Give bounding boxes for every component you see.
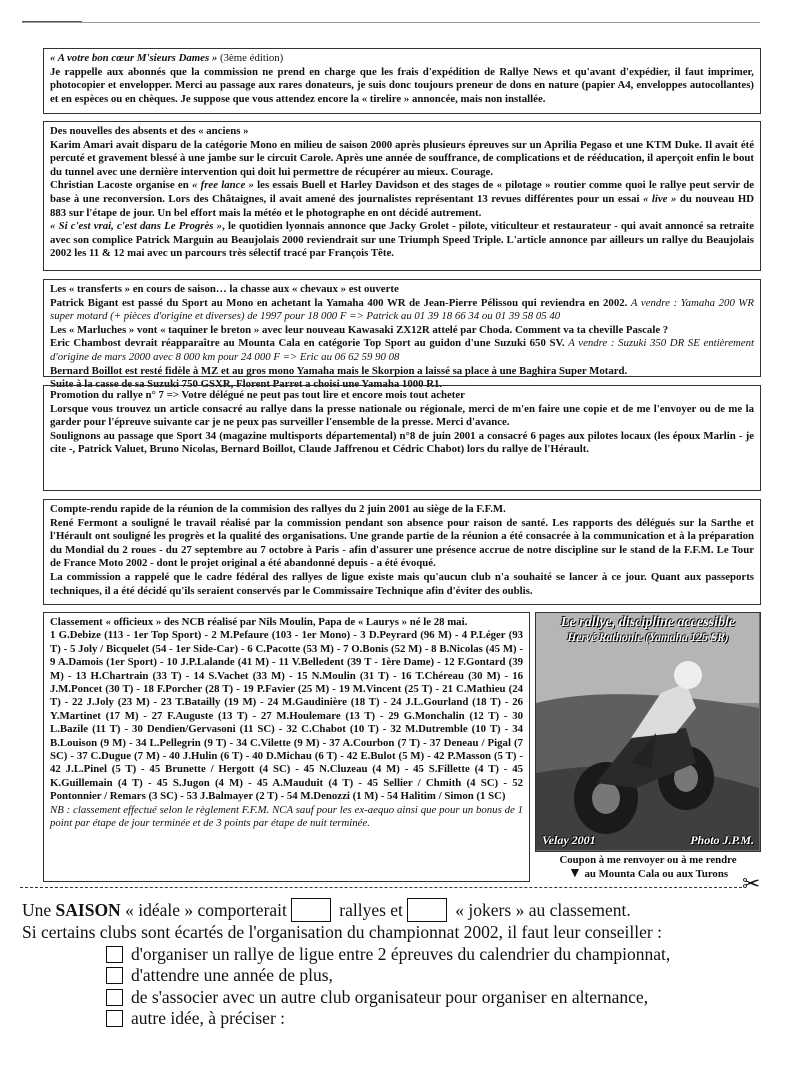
option-label: d'attendre une année de plus, [131, 965, 333, 985]
option-label: d'organiser un rallye de ligue entre 2 épreuves du calendrier du championnat, [131, 943, 671, 964]
ranking-note: NB : classement effectué selon le règlement F.F.M. NCA sauf pour les ex-aequo ainsi que pour un bonus de 1 point par étape de jour terminée et de 3 points par étape de nuit terminée. [50, 803, 523, 830]
paragraph-text: Lorsque vous trouvez un article consacré au rallye dans la presse nationale ou régionale, merci de m'en faire une copie et de me l'envoyer ou de me la garder pour l'épreuve suivante car je ne peux pas surveiller l'ensemble de la presse. Merci d'avance. [50, 402, 754, 429]
section-title-suffix: réalisé par Nils Moulin, Papa de « Laurys » né le 28 mai. [204, 616, 468, 628]
rider-photo [535, 612, 761, 852]
person-name: Christian Lacoste [50, 179, 133, 192]
paragraph-text: devrait réapparaître au Mounta Cala en catégorie Top Sport au guidon d'une Suzuki 650 SV. [120, 337, 569, 350]
person-name: Florent Parret [235, 378, 303, 391]
form-text: Une [22, 900, 56, 920]
header-rule [22, 22, 760, 23]
paragraph-text: , le quotidien lyonnais annonce que [222, 220, 390, 233]
photo-caption-subtitle: Hervé Rathonie (Yamaha 125 SR) [567, 632, 729, 644]
paragraph-text: La commission a rappelé que le cadre fédéral des rallyes de ligue existe mais qu'aucun club n'a souhaité se lancer à ce jour. Quant aux passeports techniques, il a été décidé qu'ils seraient conservés par le Commissaire Technique afin d'éviter des oublis. [50, 570, 754, 597]
scissors-icon: ✂ [742, 871, 761, 896]
section-transfers [43, 279, 761, 391]
coupon-line-1: Coupon à me renvoyer ou à me rendre [559, 854, 737, 866]
photo-caption-event: Velay 2001 [542, 833, 596, 847]
option-checkbox-4[interactable] [106, 1010, 123, 1027]
form-text: « idéale » comporterait [120, 900, 287, 920]
paragraph-italic: « Si c'est vrai, c'est dans Le Progrès » [50, 220, 223, 233]
person-name: Karim Amari [50, 138, 113, 151]
section-title: « A votre bon cœur M'sieurs Dames » [50, 52, 218, 64]
jokers-count-field[interactable] [407, 898, 447, 922]
section-donations [43, 48, 761, 114]
paragraph-italic: « free lance » [191, 179, 254, 192]
option-checkbox-3[interactable] [106, 989, 123, 1006]
section-news-absents [43, 121, 761, 271]
section-ranking [43, 612, 530, 882]
option-label: de s'associer avec un autre club organisateur pour organiser en alternance, [131, 986, 649, 1007]
photo-caption-title: Le rallye, discipline accessible [560, 615, 736, 630]
paragraph-text: Les [50, 323, 69, 336]
paragraph-text: est passé du Sport au Mono en achetant la Yamaha 400 WR de [118, 296, 424, 309]
person-name: François Tête [328, 247, 392, 260]
option-checkbox-2[interactable] [106, 967, 123, 984]
person-name: « Marluches » [68, 323, 135, 336]
paragraph-text: a choisi une Yamaha 1000 R1. [302, 378, 443, 391]
paragraph-text: . [391, 247, 394, 260]
paragraph-text: vont « taquiner le breton » avec leur nouveau Kawasaki ZX12R attelé par Choda. Comment va ta cheville Pascale ? [134, 323, 669, 336]
option-label: autre idée, à préciser : [131, 1008, 286, 1028]
photo-credit: Photo J.P.M. [690, 833, 754, 847]
paragraph-italic: « live » [643, 192, 677, 205]
form-text: rallyes et [334, 900, 403, 920]
rallies-count-field[interactable] [291, 898, 331, 922]
paragraph-text: les essais Buell et Harley Davidson et des stages de « pilotage » routier comme quoi le rallye peut servir de base à une reconversion. Lors des Châtaignes, il avait amené des journalistes représentant 13 revues différentes pour un essai [50, 179, 755, 205]
paragraph-text: Suite à la casse de sa Suzuki 750 GSXR, [50, 378, 236, 391]
person-name: Eric Chambost [50, 337, 121, 350]
form-question: Si certains clubs sont écartés de l'organisation du championnat 2002, il faut leur conseiller : [22, 922, 662, 942]
section-title: Promotion du rallye n° 7 => Votre délégué ne peut pas tout lire et encore mois tout acheter [50, 389, 465, 401]
form-text-bold: SAISON [55, 900, 121, 920]
classified-ad: A vendre : Yamaha 200 WR super motard (+ pièces d'origine et diverses) de 1997 pour 18 000 F => Patrick au 01 39 18 66 34 ou 01 39 58 05 40 [50, 296, 755, 323]
motorcycle-photo-illustration [536, 613, 759, 850]
paragraph-text: - pilote, viticulteur et restaurateur - qui avait annoncé sa retraite avec son complice Patrick Marguin au Beaujolais 2000 reviendrait sur une Triumph Speed Triple. L'article annonce par ailleurs un rallye du Beaujolais 2002 les 11 & 12 mai avec un parcours très sélectif tracé par [50, 220, 755, 260]
classified-ad: A vendre : Suzuki 350 DR SE entièrement d'origine de mars 2000 avec 8 000 km pour 24 000 F => Eric au 06 62 59 90 08 [50, 337, 755, 363]
form-text: « jokers » au classement. [450, 900, 631, 920]
person-name: Jean-Pierre Pélissou [423, 296, 519, 309]
coupon-instructions [533, 854, 763, 881]
paragraph-text: Soulignons au passage que Sport 34 (magazine multisports départemental) n°8 de juin 2001 a consacré 6 pages aux pilotes locaux (les époux Marlin - je cite -, Patrick Valuet, Bruno Nicolas, Bernard Boillot, Claude Jaffrenou et Cédric Chabot) lors du rallye de l'Hérault. [50, 429, 754, 456]
arrow-down-icon: ▼ [567, 866, 582, 881]
paragraph-text: organise en [132, 179, 192, 192]
coupon-line-2: au Mounta Cala ou aux Turons [584, 868, 729, 880]
section-title: Les « transferts » en cours de saison… la chasse aux « chevaux » est ouverte [50, 283, 399, 295]
paragraph-text: qui reviendra en 2002. [518, 296, 631, 309]
coupon-form [20, 898, 770, 1030]
ranking-list: 1 G.Debize (113 - 1er Top Sport) - 2 M.Pefaure (103 - 1er Mono) - 3 D.Peyrard (96 M) - 4 P.Léger (93 T) - 5 Joly / Bicquelet (54 - 1er Side-Car) - 6 C.Pacotte (53 M) - 7 O.Bonis (52 M) - 8 B.Nicolas (45 M) - 9 A.Damois (1er Sport) - 10 J.P.Lalande (41 M) - 11 V.Belledent (39 T - 1ère Dame) - 12 F.Gontard (39 M) - 13 H.Chartrain (33 T) - 14 S.Vachet (33 M) - 15 N.Moulin (31 T) - 16 T.Chéreau (30 M) - 16 J.M.Poncet (30 T) - 18 F.Porcher (28 T) - 19 P.Favier (25 M) - 19 M.Vincent (25 T) - 21 C.Mathieu (24 T) - 22 J.Joly (23 M) - 23 T.Batailly (19 M) - 24 M.Gaudinière (18 T) - 24 J.L.Gourland (18 T) - 26 Y.Martinet (17 M) - 27 F.Auguste (13 T) - 27 M.Houlemare (13 T) - 29 G.Monchalin (12 T) - 30 L.Bazile (11 T) - 30 Dendien/Gervasoni (11 SC) - 32 C.Chabot (10 T) - 32 M.Dutremble (10 T) - 34 B.Louison (9 M) - 34 L.Pellegrin (9 T) - 34 C.Vilette (9 M) - 37 A.Courbon (7 T) - 37 Deneau / Pigal (7 SC) - 37 C.Dugue (7 M) - 40 J.Hulin (6 T) - 40 D.Michau (6 T) - 42 E.Bulot (5 M) - 42 P.Masson (5 T) - 42 J.L.Pinel (5 T) - 45 Brunette / Hergott (4 SC) - 45 N.Cluzeau (4 M) - 45 S.Fillette (4 T) - 45 K.Guillemain (4 T) - 45 S.Jugon (4 M) - 45 A.Mauduit (4 T) - 45 Sellier / Chmith (4 SC) - 52 Pontonnier / Remars (3 SC) - 53 J.Balmayer (2 T) - 54 M.Denozzi (1 M) - 54 Halitim / Simon (1 SC) [50, 629, 523, 803]
person-name: Bernard Boillot [50, 364, 123, 377]
paragraph-text: René Fermont a souligné le travail réalisé par la commission pendant son absence pour raison de santé. Les rapports des délégués sur la Sarthe et l'Hérault ont souligné les progrès et la qualité des organisations. Une grande partie de la réunion a été consacrée à la communication et à la préparation du Mondial du 2 roues - du 27 septembre au 7 octobre à Paris - afin d'assurer une présence accrue de notre discipline sur le stand de la F.F.M. Le Tour de France Moto 2002 - dont le projet original a été abandonné depuis - a été évoqué. [50, 516, 754, 570]
section-title-suffix: (3ème édition) [217, 52, 284, 64]
cut-line [20, 887, 742, 888]
option-checkbox-1[interactable] [106, 946, 123, 963]
section-body: Je rappelle aux abonnés que la commission ne prend en charge que les frais d'expédition de Rallye News et qu'avant d'expédier, il faut imprimer, photocopier et envelopper. Merci au passage aux rares donateurs, je suis donc toujours preneur de dons en nature (papier A4, enveloppes autocollantes) et en espèces ou en chèques. Je suppose que vous attendez encore la « tirelire » annoncée, mais non installée. [50, 65, 754, 105]
paragraph-text: est resté fidèle à MZ et au gros mono Yamaha mais le Skorpion a laissé sa place à une Baghira Super Motard. [122, 364, 628, 377]
section-meeting-report [43, 499, 761, 605]
section-title: Compte-rendu rapide de la réunion de la commision des rallyes du 2 juin 2001 au siège de la F.F.M. [50, 503, 506, 515]
section-title: Classement « officieux » des NCB [50, 616, 205, 628]
section-title: Des nouvelles des absents et des « anciens » [50, 125, 249, 137]
paragraph-text: du nouveau HD 883 sur l'étape de jour. Un bel effort mais la météo et le photographe en ont décidé autrement. [50, 192, 755, 219]
section-promotion [43, 385, 761, 491]
person-name: Jacky Grolet [389, 220, 450, 233]
paragraph-text: avait disparu de la catégorie Mono en milieu de saison 2000 après plusieurs épreuves sur un Aprilia Pegaso et une KTM Duke. Il avait été percuté et gravement blessé à une jambe sur le circuit Carole. Après une année de souffrance, de complications et de rééducation, il aperçoit enfin le bout du tunnel avec une dernière intervention qui doit lui permettre de récupérer au mieux. Courage. [50, 138, 754, 178]
person-name: Patrick Bigant [50, 296, 119, 309]
